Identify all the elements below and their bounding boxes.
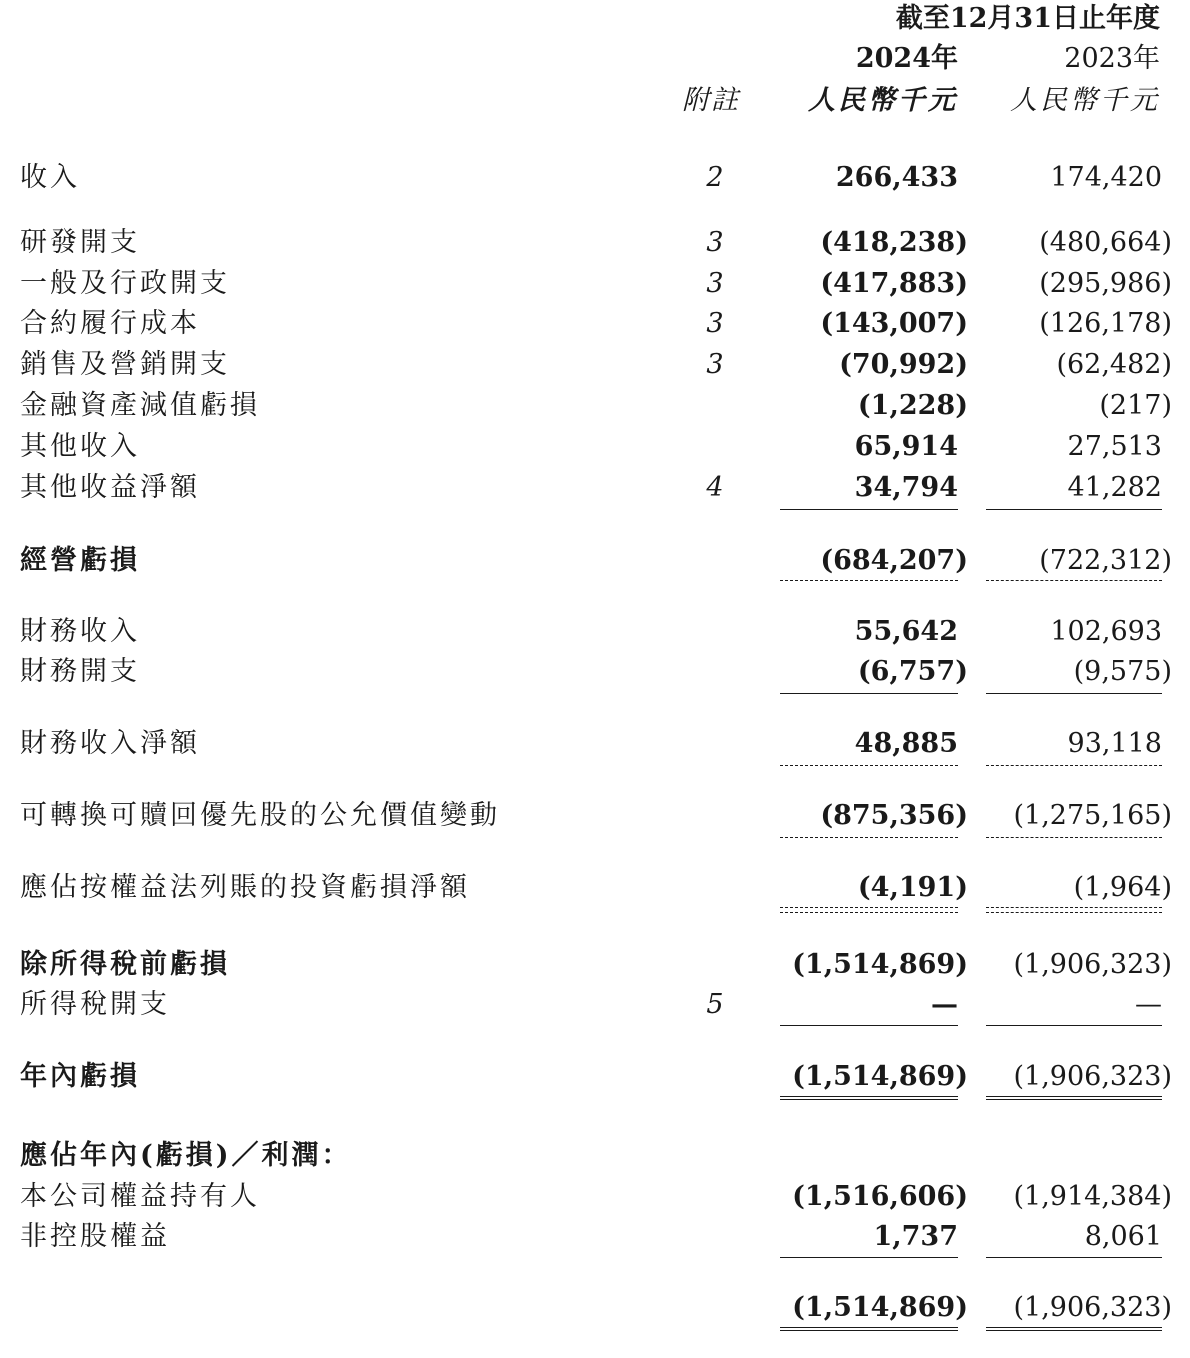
period-header: 截至12月31日止年度 [895, 3, 1160, 34]
total-double-rule [780, 1327, 958, 1331]
row-value-2024: (875,356) [820, 800, 968, 831]
subtotal-rule [986, 1257, 1162, 1258]
row-label: 合約履行成本 [20, 308, 200, 339]
row-value-2024: (1,514,869) [792, 1292, 968, 1323]
row-value-2024: 266,433 [835, 162, 958, 193]
row-label: 財務收入 [20, 616, 140, 647]
subtotal-rule [986, 765, 1162, 766]
row-value-2023: (1,906,323) [1013, 1292, 1172, 1323]
subtotal-rule [780, 907, 958, 908]
row-label: 收入 [20, 162, 80, 193]
row-value-2024: (4,191) [857, 872, 968, 903]
row-value-2024: (418,238) [820, 227, 968, 258]
row-value-2024: (417,883) [820, 268, 968, 299]
row-label: 財務開支 [20, 656, 140, 687]
subtotal-rule [780, 837, 958, 838]
row-label: 非控股權益 [20, 1221, 170, 1252]
row-value-2024: (1,228) [857, 390, 968, 421]
row-value-2024: 1,737 [873, 1221, 958, 1252]
row-label: 其他收益淨額 [20, 472, 200, 503]
row-label: 所得稅開支 [20, 989, 170, 1020]
row-value-2023: (1,914,384) [1013, 1181, 1172, 1212]
subtotal-rule [780, 912, 958, 913]
row-value-2023: (295,986) [1039, 268, 1172, 299]
row-value-2023: 41,282 [1067, 472, 1162, 503]
row-note: 3 [706, 268, 724, 299]
row-value-2024: (1,516,606) [792, 1181, 968, 1212]
total-double-rule [986, 1327, 1162, 1331]
row-value-2024: (70,992) [839, 349, 968, 380]
subtotal-rule [780, 693, 958, 694]
row-label: 經營虧損 [20, 545, 140, 576]
row-value-2023: (126,178) [1039, 308, 1172, 339]
row-value-2023: 93,118 [1067, 728, 1162, 759]
unit-2023-header: 人民幣千元 [1010, 85, 1160, 116]
row-value-2023: (1,906,323) [1013, 949, 1172, 980]
row-label: 金融資產減值虧損 [20, 390, 260, 421]
row-label: 其他收入 [20, 431, 140, 462]
note-column-header: 附註 [682, 85, 740, 116]
row-value-2023: (1,964) [1073, 872, 1172, 903]
subtotal-rule [986, 580, 1162, 581]
section-heading: 應佔年內(虧損)／利潤： [20, 1140, 352, 1171]
row-value-2023: 8,061 [1084, 1221, 1162, 1252]
unit-2024-header: 人民幣千元 [808, 85, 958, 116]
total-double-rule [780, 1096, 958, 1100]
row-label: 年內虧損 [20, 1061, 140, 1092]
row-label: 應佔按權益法列賬的投資虧損淨額 [20, 872, 470, 903]
row-value-2024: 65,914 [854, 431, 958, 462]
row-note: 2 [706, 162, 724, 193]
subtotal-rule [986, 912, 1162, 913]
subtotal-rule [780, 580, 958, 581]
row-value-2023: (722,312) [1039, 545, 1172, 576]
row-label: 一般及行政開支 [20, 268, 230, 299]
row-value-2023: (217) [1099, 390, 1172, 421]
row-value-2024: — [931, 989, 958, 1020]
row-value-2023: — [1135, 989, 1162, 1020]
row-label: 研發開支 [20, 227, 140, 258]
row-value-2024: 48,885 [854, 728, 958, 759]
row-value-2023: (480,664) [1039, 227, 1172, 258]
total-double-rule [986, 1096, 1162, 1100]
row-label: 本公司權益持有人 [20, 1181, 260, 1212]
year-2024-header: 2024年 [855, 43, 958, 74]
row-note: 3 [706, 349, 724, 380]
row-label: 財務收入淨額 [20, 728, 200, 759]
row-value-2024: (6,757) [857, 656, 968, 687]
row-value-2023: (62,482) [1056, 349, 1172, 380]
row-value-2023: (9,575) [1073, 656, 1172, 687]
row-value-2023: 174,420 [1050, 162, 1162, 193]
row-value-2023: (1,906,323) [1013, 1061, 1172, 1092]
subtotal-rule [986, 509, 1162, 510]
row-value-2023: 27,513 [1067, 431, 1162, 462]
row-value-2024: 55,642 [854, 616, 958, 647]
row-value-2024: (1,514,869) [792, 1061, 968, 1092]
row-label: 銷售及營銷開支 [20, 349, 230, 380]
row-note: 4 [706, 472, 724, 503]
subtotal-rule [780, 765, 958, 766]
subtotal-rule [986, 693, 1162, 694]
year-2023-header: 2023年 [1064, 43, 1160, 74]
row-label: 可轉換可贖回優先股的公允價值變動 [20, 800, 500, 831]
row-label: 除所得稅前虧損 [20, 949, 230, 980]
subtotal-rule [986, 1025, 1162, 1026]
subtotal-rule [780, 509, 958, 510]
row-note: 3 [706, 308, 724, 339]
subtotal-rule [986, 837, 1162, 838]
subtotal-rule [986, 907, 1162, 908]
row-note: 5 [706, 989, 724, 1020]
row-value-2024: (684,207) [820, 545, 968, 576]
row-value-2024: (143,007) [820, 308, 968, 339]
row-note: 3 [706, 227, 724, 258]
subtotal-rule [780, 1257, 958, 1258]
row-value-2024: (1,514,869) [792, 949, 968, 980]
row-value-2023: 102,693 [1050, 616, 1162, 647]
row-value-2024: 34,794 [854, 472, 958, 503]
subtotal-rule [780, 1025, 958, 1026]
row-value-2023: (1,275,165) [1013, 800, 1172, 831]
